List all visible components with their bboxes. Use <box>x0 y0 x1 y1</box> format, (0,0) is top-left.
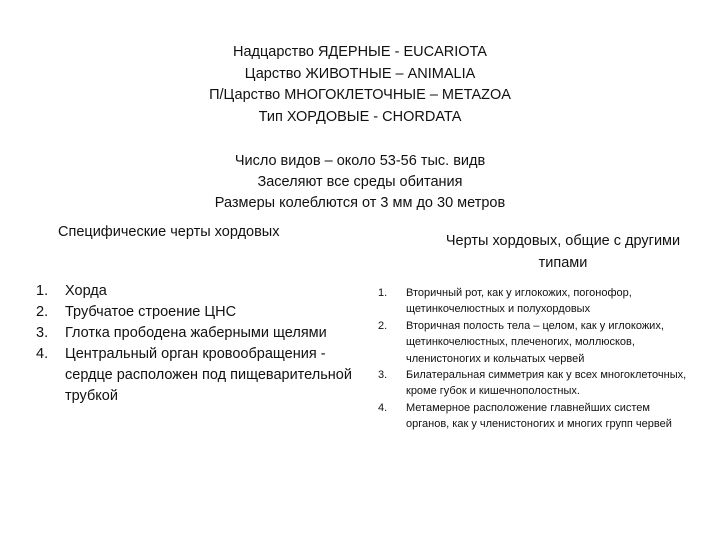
item-number: 4. <box>36 346 49 362</box>
item-number: 1. <box>378 287 388 299</box>
common-features-list <box>378 285 696 433</box>
list-item <box>378 400 696 433</box>
list-item <box>378 285 696 318</box>
item-number: 2. <box>36 304 49 320</box>
summary-habitats: Заселяют все среды обитания <box>257 174 463 190</box>
list-item <box>36 281 356 302</box>
item-number: 2. <box>378 319 388 332</box>
item-number: 4. <box>378 401 388 414</box>
item-text: Центральный орган кровообращения - сердце расположен под пищеварительной трубкой <box>65 346 352 404</box>
item-text: Глотка прободена жаберными щелями <box>65 325 327 341</box>
list-item <box>36 344 356 407</box>
item-text: Вторичный рот, как у иглокожих, погонофор, щетинкочелюстных и полухордовых <box>406 287 632 316</box>
header-line-superkingdom: Надцарство ЯДЕРНЫЕ - EUCARIOTA <box>233 44 487 60</box>
item-number: 1. <box>36 283 49 299</box>
header-line-subkingdom: П/Царство МНОГОКЛЕТОЧНЫЕ – METAZOA <box>209 87 511 103</box>
list-item <box>36 302 356 323</box>
item-text: Хорда <box>65 283 107 299</box>
taxonomy-header <box>0 42 720 128</box>
summary-species-count: Число видов – около 53-56 тыс. видв <box>234 153 486 169</box>
list-item <box>378 367 696 400</box>
item-text: Метамерное расположение главнейших систем органов, как у членистоногих и многих групп червей <box>406 401 672 431</box>
header-line-phylum: Тип ХОРДОВЫЕ - CHORDATA <box>258 108 462 125</box>
summary-sizes: Размеры колеблются от 3 мм до 30 метров <box>214 195 506 211</box>
item-text: Билатеральная симметрия как у всех многоклеточных, кроме губок и кишечнополостных. <box>406 369 687 398</box>
header-line-kingdom: Царство ЖИВОТНЫЕ – ANIMALIA <box>244 65 476 82</box>
item-number: 3. <box>36 325 49 341</box>
item-text: Вторичная полость тела – целом, как у иглокожих, щетинкочелюстных, плеченогих, моллюсков, членистоногих и кольчатых червей <box>406 319 664 365</box>
common-features-title: Черты хордовых, общие с другими типами <box>445 233 681 271</box>
item-number: 3. <box>378 369 388 382</box>
specific-features-title: Специфические черты хордовых <box>58 224 280 240</box>
list-item <box>378 318 696 367</box>
list-item <box>36 323 356 344</box>
specific-features-list <box>36 281 356 407</box>
item-text: Трубчатое строение ЦНС <box>65 304 237 320</box>
summary-block <box>0 151 720 214</box>
